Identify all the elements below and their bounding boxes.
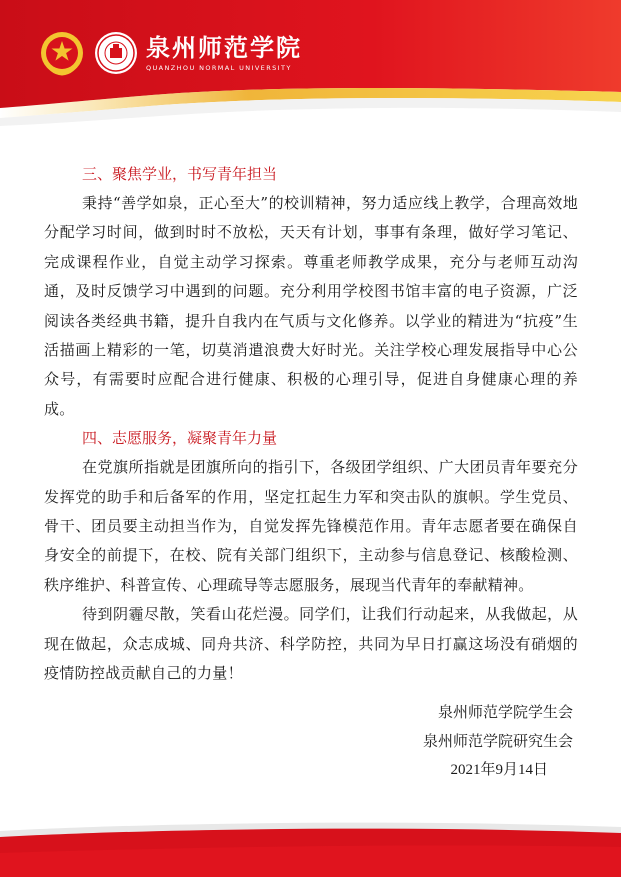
university-seal-icon xyxy=(94,31,138,75)
logo-area xyxy=(38,25,302,81)
section-title-4: 四、志愿服务，凝聚青年力量 xyxy=(82,429,278,448)
section-title-3: 三、聚焦学业，书写青年担当 xyxy=(82,165,278,183)
signature-org-student-union: 泉州师范学院学生会 xyxy=(437,703,573,721)
signature-block xyxy=(423,698,573,785)
university-name-en: QUANZHOU NORMAL UNIVERSITY xyxy=(146,64,292,72)
paragraph: 待到阴霾尽散，笑看山花烂漫。同学们，让我们行动起来，从我做起，从现在做起，众志成城、同舟共济、科学防控，共同为早日打赢这场没有硝烟的疫情防控战贡献自己的力量！ xyxy=(44,605,578,683)
communist-youth-league-emblem-icon xyxy=(38,29,86,77)
signature-date: 2021年9月14日 xyxy=(450,762,548,778)
paragraph: 秉持“善学如泉，正心至大”的校训精神，努力适应线上教学，合理高效地分配学习时间，做到时时不放松，天天有计划，事事有条理，做好学习笔记、完成课程作业，自觉主动学习探索。尊重老师教学成果，充分与老师互动沟通，及时反馈学习中遇到的问题。充分利用学校图书馆丰富的电子资源，广泛阅读各类经典书籍，提升自我内在气质与文化修养。以学业的精进为“抗疫”生活描画上精彩的一笔，切莫消遣浪费大好时光。关注学校心理发展指导中心公众号，有需要时应配合进行健康、积极的心理引导，促进自身健康心理的养成。 xyxy=(44,194,578,418)
university-name-cn: 泉州师范学院 xyxy=(146,33,302,62)
footer-banner xyxy=(0,817,621,877)
letter-body xyxy=(44,160,578,689)
signature-org-graduate-union: 泉州师范学院研究生会 xyxy=(422,732,573,750)
university-name xyxy=(146,34,302,72)
page-header xyxy=(0,0,621,150)
paragraph: 在党旗所指就是团旗所向的指引下，各级团学组织、广大团员青年要充分发挥党的助手和后备军的作用，坚定扛起生力军和突击队的旗帜。学生党员、骨干、团员要主动担当作为，自觉发挥先锋模范作用。青年志愿者要在确保自身安全的前提下，在校、院有关部门组织下，主动参与信息登记、核酸检测、秩序维护、科普宣传、心理疏导等志愿服务，展现当代青年的奉献精神。 xyxy=(44,458,578,594)
